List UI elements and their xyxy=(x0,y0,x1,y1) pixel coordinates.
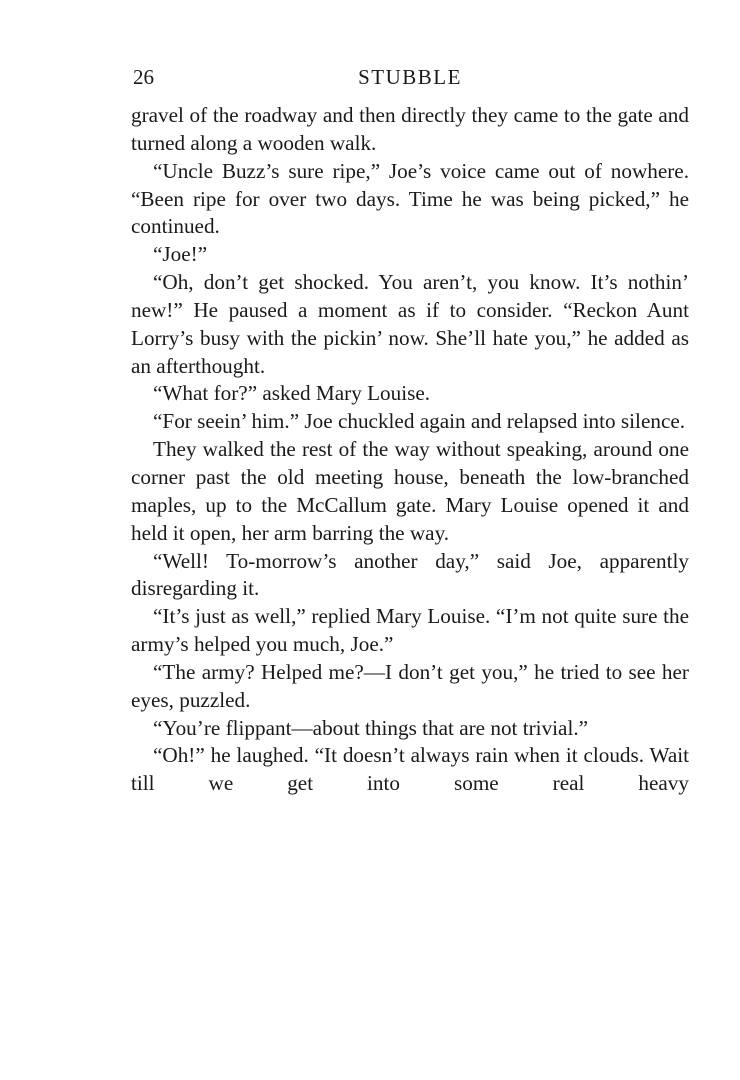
paragraph: “Uncle Buzz’s sure ripe,” Joe’s voice came out of nowhere. “Been ripe for over two days. Time he was being picked,” he continued. xyxy=(131,158,689,239)
paragraph: “You’re flippant—about things that are not trivial.” xyxy=(153,715,589,740)
page-header xyxy=(131,62,689,92)
paragraph: “Oh!” he laughed. “It doesn’t always rain when it clouds. Wait till we get into some real heavy xyxy=(131,743,689,796)
body-text xyxy=(131,102,689,798)
paragraph: gravel of the roadway and then directly they came to the gate and turned along a wooden walk. xyxy=(131,103,689,155)
paragraph: “It’s just as well,” replied Mary Louise. “I’m not quite sure the army’s helped you much, Joe.” xyxy=(131,604,689,657)
paragraph: They walked the rest of the way without speaking, around one corner past the old meeting house, beneath the low-branched maples, up to the McCallum gate. Mary Louise opened it and held it open, her arm barring the way. xyxy=(131,437,689,545)
paragraph: “Oh, don’t get shocked. You aren’t, you know. It’s nothin’ new!” He paused a moment as if to consider. “Reckon Aunt Lorry’s busy with the pickin’ now. She’ll hate you,” he added as an afterthought. xyxy=(131,270,689,378)
running-head: STUBBLE xyxy=(358,65,462,89)
paragraph: “Well! To-morrow’s another day,” said Joe, apparently disregarding it. xyxy=(131,548,689,601)
paragraph: “The army? Helped me?—I don’t get you,” he tried to see her eyes, puzzled. xyxy=(131,659,689,712)
book-page xyxy=(131,62,689,798)
paragraph: “For seein’ him.” Joe chuckled again and relapsed into silence. xyxy=(153,409,686,434)
paragraph: “Joe!” xyxy=(153,242,208,267)
page-number: 26 xyxy=(133,65,154,89)
paragraph: “What for?” asked Mary Louise. xyxy=(153,381,431,406)
